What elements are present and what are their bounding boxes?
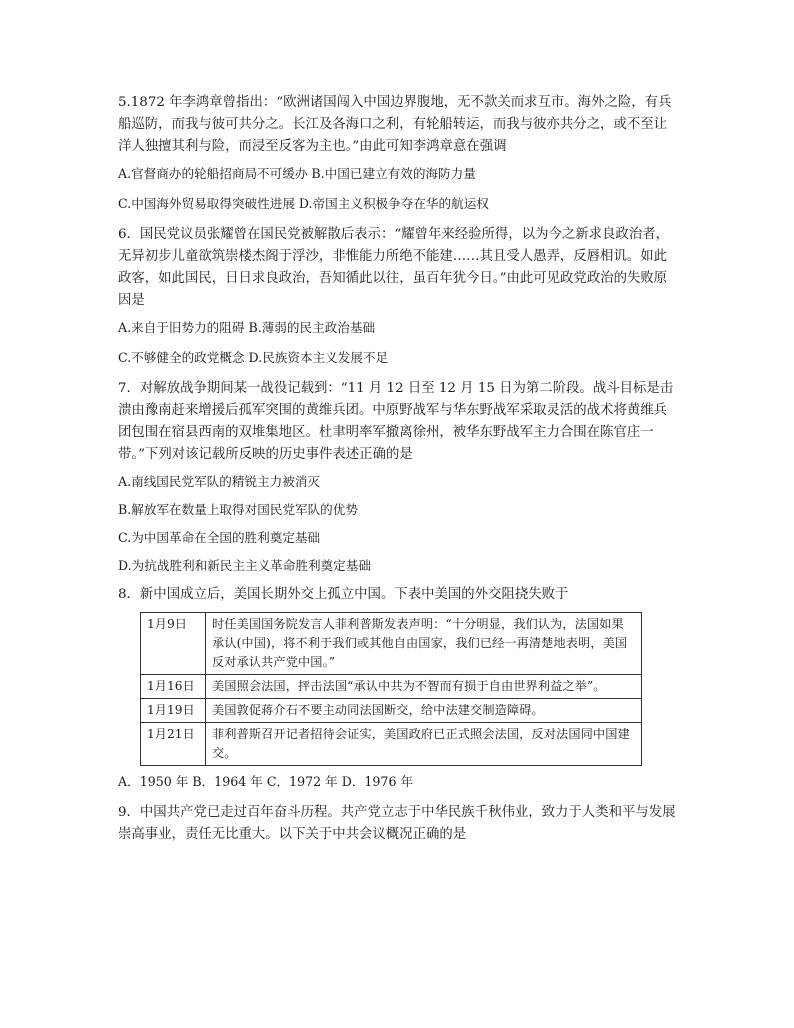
question-8-options: A．1950 年 B．1964 年 C．1972 年 D．1976 年: [118, 774, 414, 789]
question-7-option-a: A.南线国民党军队的精锐主力被消灭: [118, 474, 321, 489]
table-cell-date: 1月16日: [141, 675, 206, 699]
table-cell-date: 1月19日: [141, 699, 206, 723]
table-row: [141, 675, 642, 699]
table-cell-date: 1月21日: [141, 723, 206, 766]
question-5-options-cd: C.中国海外贸易取得突破性进展 D.帝国主义积极争夺在华的航运权: [118, 196, 489, 211]
question-6-options-ab: A.来自于旧势力的阻碍 B.薄弱的民主政治基础: [118, 320, 376, 335]
table-cell-date: 1月9日: [141, 613, 206, 675]
question-5-options-ab: A.官督商办的轮船招商局不可缓办 B.中国已建立有效的海防力量: [118, 166, 476, 181]
table-cell-text: 美国照会法国，抨击法国“承认中共为不智而有损于自由世界利益之举”。: [206, 675, 642, 699]
question-8-table: [140, 612, 642, 766]
exam-page: [118, 92, 678, 852]
table-row: [141, 723, 642, 766]
question-6-options-cd: C.不够健全的政党概念 D.民族资本主义发展不足: [118, 350, 389, 365]
question-7-option-d: D.为抗战胜利和新民主主义革命胜利奠定基础: [118, 558, 371, 573]
question-6-stem: 6．国民党议员张耀曾在国民党被解散后表示：“耀曾年来经验所得，以为今之新求良政治者，无异初步儿童欲筑崇楼杰阁于浮沙，非惟能力所绝不能建……其且受人愚弄，反唇相讥。如此政客，如此国民，日日求良政治，吾知循此以往，虽百年犹今日。”由此可见政党政治的失败原因是: [118, 227, 669, 308]
table-cell-text: 菲利普斯召开记者招待会证实，美国政府已正式照会法国，反对法国同中国建交。: [206, 723, 642, 766]
table-cell-text: 美国敦促蒋介石不要主动同法国断交，给中法建交制造障碍。: [206, 699, 642, 723]
question-7-stem: 7．对解放战争期间某一战役记载到：“11 月 12 日至 12 月 15 日为第二阶段。战斗目标是击溃由豫南赶来增援后孤军突围的黄维兵团。中原野战军与华东野战军采取灵活的战术将黄维兵团包围在宿县西南的双堆集地区。杜聿明率军撤离徐州，被华东野战军主力合围在陈官庄一带。”下列对该记载所反映的历史事件表述正确的是: [118, 381, 674, 462]
question-9-stem: 9．中国共产党已走过百年奋斗历程。共产党立志于中华民族千秋伟业，致力于人类和平与发展崇高事业，责任无比重大。以下关于中共会议概况正确的是: [118, 805, 676, 842]
question-8-stem: 8．新中国成立后，美国长期外交上孤立中国。下表中美国的外交阻挠失败于: [118, 587, 569, 602]
table-cell-text: 时任美国国务院发言人菲利普斯发表声明：“十分明显，我们认为，法国如果承认(中国)，将不利于我们或其他自由国家，我们已经一再清楚地表明，美国反对承认共产党中国。”: [206, 613, 642, 675]
question-7-option-c: C.为中国革命在全国的胜利奠定基础: [118, 530, 321, 545]
question-7-option-b: B.解放军在数量上取得对国民党军队的优势: [118, 502, 358, 517]
table-row: [141, 613, 642, 675]
question-5-stem: 5.1872 年李鸿章曾指出：“欧洲诸国闯入中国边界腹地，无不款关而求互市。海外之险，有兵船巡防，而我与彼可共分之。长江及各海口之利，有轮船转运，而我与彼亦共分之，或不至让洋人独擅其利与险，而浸至反客为主也。”由此可知李鸿章意在强调: [118, 95, 672, 154]
table-row: [141, 699, 642, 723]
